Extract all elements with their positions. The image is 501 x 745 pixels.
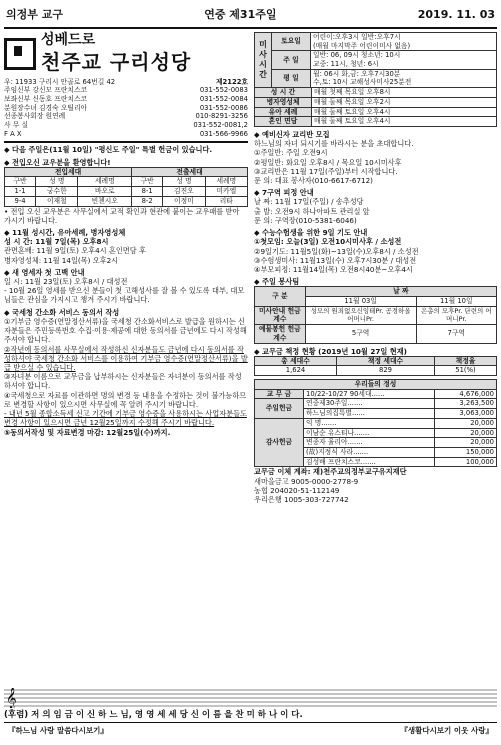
text-left-s4: ◆ 새 영세자 첫 고백 안내: [4, 267, 85, 277]
text-right-faith-sun-1-1: 3,063,000: [434, 409, 496, 419]
text-right-kyomu-vals-0: 1,624: [255, 366, 337, 376]
transfer-table: [4, 167, 248, 207]
event-table: [254, 87, 497, 127]
text-right-r1d: ③교리반은 11월 17일(주일)부터 시작합니다.: [254, 166, 398, 176]
table-row: [255, 325, 497, 343]
text-right-kyomu-cols-2: 책정율: [435, 356, 497, 366]
table-row: [255, 306, 497, 324]
notice-first-confession: [4, 268, 248, 305]
offering-table: [254, 379, 497, 467]
text-left-s5: ◆ 국세청 간소화 서비스 동의서 작성: [4, 307, 120, 317]
parish-name: 의정부 교구: [6, 7, 63, 21]
text-right-service-d2: 11월 10일: [416, 297, 496, 307]
header-rule: [4, 27, 497, 29]
text-right-faith-kyomu_lbl: 교 무 금: [255, 389, 304, 399]
offering-section: [254, 379, 497, 504]
text-right-r5: ◆ 교무금 책정 현황 (2019년 10월 27일 현재): [254, 346, 407, 356]
text-left-transfer-h2: 전출세대: [132, 167, 248, 177]
text-right-faith-sun-0-0: 연중제30주일.......: [304, 399, 435, 409]
footer-left: 『하느님 사랑 말씀다시보기』: [8, 726, 108, 735]
text-title-contacts-0-0: 주임신부 강신모 프란치스코: [4, 86, 88, 95]
text-title-contacts-0-1: 031-552-0083: [199, 86, 248, 95]
notice-retreat: [254, 188, 497, 225]
text-masses-rows-1-0: 주 일: [272, 51, 311, 69]
text-right-faith-thx-3-1: 150,000: [434, 447, 496, 457]
contact-row: [4, 112, 248, 121]
text-left-transfer-rows-1-1: 이재철: [36, 196, 78, 206]
text-masses-events-3-0: 혼인 면담: [255, 117, 312, 127]
text-right-acct-3: 우리은행 1005-303-727742: [254, 494, 349, 504]
issue-number: 제2122호: [215, 77, 248, 86]
text-masses-rows-0-1: 어린이:오후3시 일반:오후7시: [313, 33, 401, 41]
title-line2: 천주교 구리성당: [41, 49, 192, 74]
text-right-kyomu-cols-1: 책정 세대수: [337, 356, 435, 366]
text-masses-events-1-1: 매월 둘째 목요일 오후2시: [312, 97, 497, 107]
address-row: [4, 78, 248, 87]
text-right-service-rows-1-0: 예물봉헌 헌금계수: [255, 325, 306, 343]
text-left-transfer-rows-0-2: 바오로: [78, 187, 132, 197]
text-right-r3a: ①첫모임: 오늘(3일) 오전10시미사후 / 소성전: [254, 237, 402, 247]
contact-row: [4, 95, 248, 104]
contact-row: [4, 121, 248, 130]
text-right-faith-sun-0-1: 3,263,500: [434, 399, 496, 409]
text-right-service-rows-0-2: 은총의 모후Pr. 단련의 어머니Pr.: [416, 306, 496, 324]
text-left-transfer-cols-3: 구반: [132, 177, 163, 187]
text-masses-events-2-1: 매월 둘째 토요일 오후4시: [312, 107, 497, 117]
text-left-transfer-cols-0: 구반: [5, 177, 36, 187]
text-left-s5c: ③자녀분 이름으로 교무금을 납부하시는 신자분들은 자녀분이 동의서를 작성하셔야 합니다.: [4, 372, 242, 391]
text-masses-rows-2-2: 수,토: 10시 교해성사미사25분전: [313, 78, 412, 87]
text-right-r3c: ③수험생미사: 11월13일(수) 오후7시30분 / 대성전: [254, 255, 417, 265]
text-right-service-rows-1-1: 5구역: [305, 325, 416, 343]
title-line1: 성베드로: [41, 32, 96, 48]
text-right-acct-2: 농협 204020-51-112149: [254, 485, 340, 495]
text-masses-rows-2-1: 월: 06시 화,금: 오후7시30분: [313, 69, 401, 78]
text-right-faith-title: 우리들의 정성: [255, 380, 497, 390]
text-right-r2a: 날 짜: 11월 17일(주일) / 송추성당: [254, 197, 364, 207]
text-right-service-rows-1-2: 7구역: [416, 325, 496, 343]
text-left-transfer-rows-0-1: 궁수한: [36, 187, 78, 197]
footer-rule: [4, 722, 497, 723]
text-left-transfer-rows-0-5: 미카엘: [205, 187, 247, 197]
text-right-faith-kyomu_val: 10/22-10/27 90세대......: [304, 389, 435, 399]
text-masses-rows-1-2: 교중: 11시, 청년: 6시: [313, 60, 379, 69]
text-right-kyomu-vals-1: 829: [337, 366, 435, 376]
text-masses-side: 미사시간: [255, 33, 272, 88]
text-masses-events-0-1: 매월 첫째 목요일 오후8시: [312, 88, 497, 98]
contact-list: [4, 86, 248, 138]
text-right-faith-thx-0-0: 익 명.......: [304, 418, 435, 428]
table-row: [5, 196, 248, 206]
text-left-s3: ◆ 11월 성시간, 유아세례, 병자영성체: [4, 227, 126, 237]
text-right-r4: ◆ 주일 봉사팀: [254, 277, 300, 287]
text-right-faith-kyomu_amt: 4,676,000: [434, 389, 496, 399]
text-right-service-c1: 날 짜: [305, 287, 496, 297]
text-left-s5b: ②작년에 동의서를 사무실에서 작성하신 신자분들도 금년에 다시 동의서를 작성하셔야 국세청 간소화 서비스를 이용하여 기부금 영수증(연말정산서류)을 발급 받으실 수 있습니다.: [4, 344, 248, 372]
text-masses-rows-2-0: 평 일: [272, 69, 311, 87]
text-left-transfer-rows-0-3: 8-1: [132, 187, 163, 197]
text-right-r1a: 하느님의 자녀 되시기를 바라시는 분을 초대합니다.: [254, 139, 414, 149]
text-left-transfer-cols-2: 세례명: [78, 177, 132, 187]
text-right-faith-thx-2-1: 20,000: [434, 438, 496, 448]
text-right-r3: ◆ 수능수험생을 위한 9일 기도 안내: [254, 228, 368, 238]
text-left-transfer-rows-0-4: 김진오: [163, 187, 205, 197]
notice-tax-consent: [4, 308, 248, 437]
text-title-contacts-2-1: 031-552-0086: [199, 103, 248, 112]
hymn-staff: [4, 688, 497, 721]
notice-laity-sunday: [4, 141, 248, 154]
svg-text:𝄞: 𝄞: [6, 688, 17, 708]
text-title-contacts-5-1: 031-566-9966: [199, 129, 248, 138]
text-left-s3b: 관면혼배: 11월 9일(토) 오후4시 혼인면담 후: [4, 246, 146, 256]
text-left-s2: ◆ 전입오신 교우분을 환영합니다!: [4, 157, 111, 167]
service-table: [254, 286, 497, 343]
text-right-r1b: ①주일반: 주일 오전9시: [254, 148, 328, 158]
text-right-kyomu-cols-0: 총 세대수: [255, 356, 337, 366]
bulletin-date: 2019. 11. 03: [417, 7, 495, 21]
text-right-faith-thx-3-0: (故)지정식 사라.......: [304, 447, 435, 457]
text-right-r1e: 문 의: 대표 봉사자(010-6617-6712): [254, 175, 373, 185]
text-left-transfer-cols-1: 성 명: [36, 177, 78, 187]
text-right-r2b: 출 발: 오전9시 하나아파트 관리실 앞: [254, 206, 370, 216]
text-left-s1: ◆ 다음 주일은(11월 10일) "평신도 주일" 특별 헌금이 있습니다.: [4, 145, 213, 155]
table-row: [5, 187, 248, 197]
text-masses-rows-1-1: 일반: 06, 09시 청소년: 10시: [313, 51, 401, 60]
text-title-contacts-4-1: 031-552-0081,2: [193, 120, 248, 129]
text-title-contacts-5-0: F A X: [4, 129, 22, 138]
text-right-r2: ◆ 7구역 피정 안내: [254, 188, 314, 198]
text-right-faith-thx-4-1: 100,000: [434, 457, 496, 467]
right-column: [254, 32, 497, 504]
text-left-s5e: - 내년 5월 종합소득세 신고 기간에 기부금 영수증을 사용하시는 사업자분들도 변경 사항이 있으시면 금년 12월25일까지 수정해 주시기 바랍니다.: [4, 409, 247, 428]
notice-schedule: [4, 228, 248, 265]
text-right-faith-sun_lbl: 주일헌금: [255, 399, 304, 418]
text-right-r3b: ②9일기도: 11월5일(화)~13일(수)오후8시 / 소성전: [254, 246, 419, 256]
text-masses-rows-0-0: 토요일: [272, 33, 311, 51]
text-left-s5d: ④국세청으로 자료를 이관하면 명의 변경 등 내용을 수정하는 것이 불가능하므로 변경할 사항이 있으시면 사무실에 꼭 알려 주시기 바랍니다.: [4, 390, 247, 409]
text-right-service-d1: 11월 03일: [305, 297, 416, 307]
text-left-transfer-rows-1-2: 빈첸시오: [78, 196, 132, 206]
text-right-r1: ◆ 예비신자 교리반 모집: [254, 129, 330, 139]
text-right-faith-thx_lbl: 감사헌금: [255, 418, 304, 466]
text-left-s5f: ⑤동의서작성 및 자료변경 마감: 12월25일(수)까지.: [4, 427, 171, 437]
text-left-transfer-h1: 전입세대: [5, 167, 132, 177]
text-right-kyomu-vals-2: 51(%): [435, 366, 497, 376]
text-left-transfer-rows-1-0: 9-4: [5, 196, 36, 206]
text-left-transfer-cols-5: 세례명: [205, 177, 247, 187]
mass-schedule-table: [254, 32, 497, 88]
text-masses-rows-0-2: (매월 마지막주 어린이미사 없음): [313, 41, 411, 50]
text-right-faith-thx-1-0: 이남순 유스티나.......: [304, 428, 435, 438]
text-left-s2n: • 전입 오신 교우분은 사무실에서 교적 확인과 현관에 붙이는 교우패를 받아 가시기 바랍니다.: [4, 206, 240, 225]
text-left-s5a: ①기부금 영수증(연말정산서류)을 국세청 간소화서비스로 발급을 원하시는 신자분들은 주민등록번호 수집·이용·제공에 대한 동의서를 금년에도 다시 작성해 주셔야 합니다.: [4, 316, 247, 345]
text-left-transfer-cols-4: 성 명: [163, 177, 205, 187]
text-title-contacts-2-0: 분원장수녀 김경숙 오틸리아: [4, 103, 88, 112]
text-masses-events-1-0: 병자영성체: [255, 97, 312, 107]
text-right-service-rows-0-1: 성모의 원죄없으신잉태Pr. 공경하올 어머니Pr.: [305, 306, 416, 324]
text-left-s3c: 병자영성체: 11월 14일(목) 오후2시: [4, 255, 119, 265]
left-column: [4, 32, 248, 437]
text-left-transfer-rows-1-4: 이정미: [163, 196, 205, 206]
text-right-faith-thx-2-0: 변종자 율리아.......: [304, 438, 435, 448]
text-right-faith-thx-0-1: 20,000: [434, 418, 496, 428]
text-masses-events-0-0: 성 시 간: [255, 88, 312, 98]
notice-kyomu-status: [254, 347, 497, 377]
text-left-s3a: 성 시 간: 11월 7일(목) 오후8시: [4, 237, 109, 247]
notice-exam-prayer: [254, 228, 497, 274]
address: 우: 11933 구리시 안골로 64번길 42: [4, 77, 116, 86]
text-masses-events-2-0: 유아 세례: [255, 107, 312, 117]
liturgical-week: 연중 제31주일: [204, 7, 277, 21]
text-right-r2c: 문 의: 구역장(010-5381-6046): [254, 215, 357, 225]
text-left-transfer-rows-0-0: 1-1: [5, 187, 36, 197]
parish-logo-icon: [4, 38, 36, 70]
footer-right: 『생활다시보기 이웃 사랑』: [400, 726, 493, 735]
text-left-transfer-rows-1-5: 리타: [205, 196, 247, 206]
contact-row: [4, 130, 248, 139]
music-staff-icon: [4, 688, 497, 708]
text-title-contacts-4-0: 사 무 실: [4, 120, 29, 129]
text-right-faith-sun-1-0: 하느님의집특별......: [304, 409, 435, 419]
text-left-transfer-rows-1-3: 8-2: [132, 196, 163, 206]
text-right-r3d: ④부모피정: 11월14일(목) 오전8시40분~오후4시: [254, 264, 413, 274]
parish-title: [4, 32, 248, 76]
contact-row: [4, 86, 248, 95]
text-right-service-rows-0-0: 미사안내 헌금계수: [255, 306, 306, 324]
text-right-r1c: ②평일반: 화요일 오후8시 / 목요일 10시미사후: [254, 157, 402, 167]
text-title-contacts-1-1: 031-552-0084: [199, 94, 248, 103]
text-right-faith-thx-4-0: 김성배 프란치스코.......: [304, 457, 435, 467]
text-right-faith-thx-1-1: 20,000: [434, 428, 496, 438]
text-title-contacts-3-1: 010-8291-3256: [195, 112, 248, 121]
hymn-lyrics: (후렴) 저 의 임 금 이 신 하 느 님, 영 영 세 세 당 신 이 름 을 찬 미 하 나 이 다.: [4, 710, 303, 721]
text-title-contacts-3-0: 선종봉사회장 원연례: [4, 112, 66, 121]
header: [6, 4, 495, 26]
text-right-acct-1: 새마을금고 9005-0000-2778-9: [254, 476, 359, 486]
notice-catechumen: [254, 130, 497, 185]
kyomu-table: [254, 356, 497, 376]
text-masses-events-3-1: 매월 둘째 토요일 오후4시: [312, 117, 497, 127]
text-left-s4a: 일 시: 11월 23일(토) 오후8시 / 대성전: [4, 277, 128, 287]
notice-service-team: [254, 277, 497, 343]
footer: [8, 726, 493, 736]
text-title-contacts-1-0: 보좌신부 신동호 프란치스코: [4, 94, 88, 103]
text-left-s4b: - 10월 26일 영세를 받으신 분들이 첫 고해성사를 잘 볼 수 있도록 대부, 대모님들은 관심을 가지시고 챙겨 주시기 바랍니다.: [4, 286, 245, 305]
notice-transfer: [4, 158, 248, 225]
account-title: 교무금 이체 계좌: 재)천주교의정부교구유지재단: [254, 467, 407, 477]
contact-row: [4, 104, 248, 113]
text-right-service-c0: 구 분: [255, 287, 306, 306]
